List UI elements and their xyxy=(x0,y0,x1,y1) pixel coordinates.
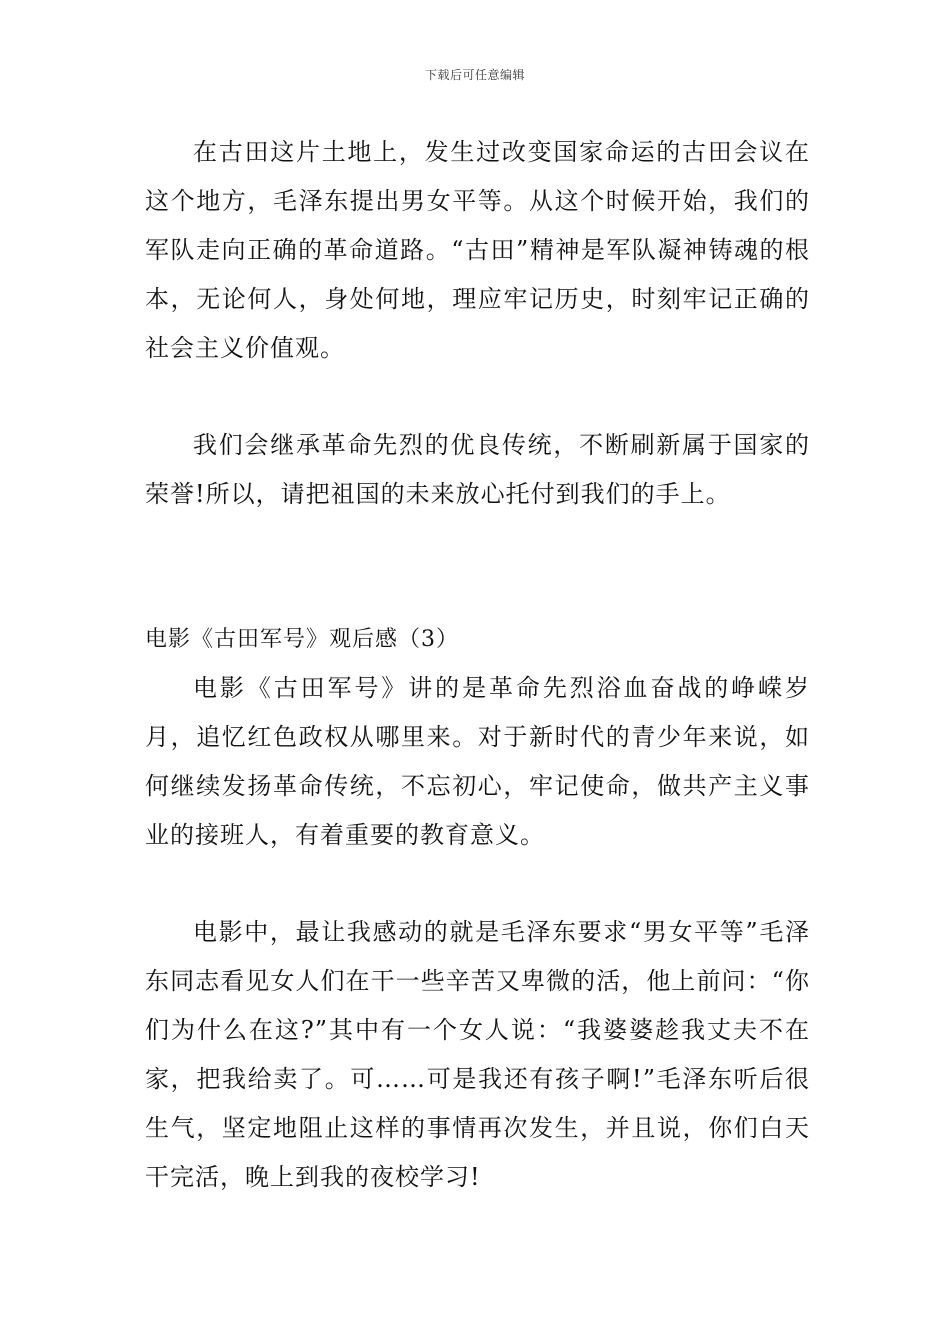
section-title: 电影《古田军号》观后感（3） xyxy=(145,627,459,652)
paragraph-spacer xyxy=(145,373,810,421)
document-body xyxy=(145,128,810,1202)
paragraph: 我们会继承革命先烈的优良传统，不断刷新属于国家的荣誉!所以，请把祖国的未来放心托付到我们的手上。 xyxy=(145,431,810,508)
paragraph: 在古田这片土地上，发生过改变国家命运的古田会议在这个地方，毛泽东提出男女平等。从这个时候开始，我们的军队走向正确的革命道路。“古田”精神是军队凝神铸魂的根本，无论何人，身处何地，理应牢记历史，时刻牢记正确的社会主义价值观。 xyxy=(145,138,810,362)
page-header: 下载后可任意编辑 xyxy=(424,68,525,82)
paragraph: 电影中，最让我感动的就是毛泽东要求“男女平等”毛泽东同志看见女人们在干一些辛苦又卑微的活，他上前问：“你们为什么在这?”其中有一个女人说：“我婆婆趁我丈夫不在家，把我给卖了。可……可是我还有孩子啊!”毛泽东听后很生气，坚定地阻止这样的事情再次发生，并且说，你们白天干完活，晚上到我的夜校学习! xyxy=(145,918,810,1191)
paragraph-spacer xyxy=(145,860,810,908)
section-spacer xyxy=(145,519,810,615)
paragraph: 电影《古田军号》讲的是革命先烈浴血奋战的峥嵘岁月，追忆红色政权从哪里来。对于新时代的青少年来说，如何继续发扬革命传统，不忘初心，牢记使命，做共产主义事业的接班人，有着重要的教育意义。 xyxy=(145,674,810,849)
